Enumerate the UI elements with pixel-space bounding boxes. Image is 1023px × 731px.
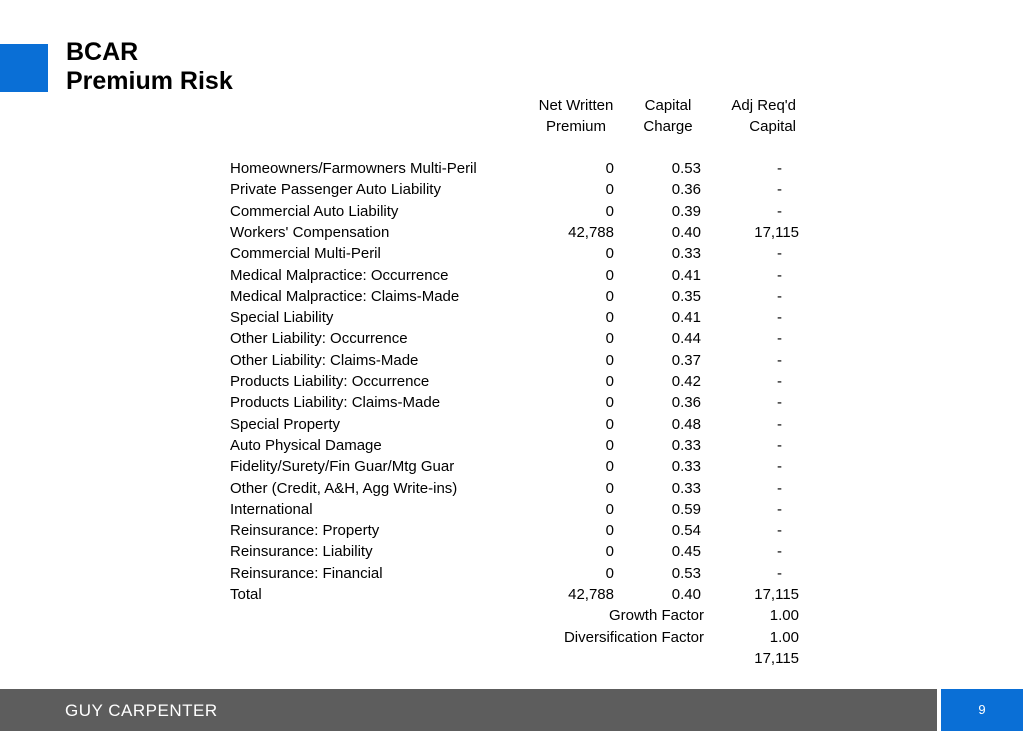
row-label: Homeowners/Farmowners Multi-Peril <box>230 160 477 177</box>
row-net-written-premium: 0 <box>605 500 614 518</box>
header-net-written-premium <box>531 95 621 137</box>
row-adj-reqd-capital: - <box>777 522 782 540</box>
title-line-2: Premium Risk <box>66 67 233 95</box>
row-label: Reinsurance: Liability <box>230 543 373 561</box>
row-net-written-premium: 0 <box>605 415 614 433</box>
row-adj-reqd-capital: - <box>777 160 782 177</box>
row-capital-charge: 0.33 <box>671 245 701 263</box>
row-capital-charge: 0.53 <box>671 160 701 177</box>
total-label: Total <box>230 586 262 603</box>
row-adj-reqd-capital: - <box>777 394 782 412</box>
total-net-written-premium: 42,788 <box>568 586 614 603</box>
header-capital-charge <box>630 95 706 137</box>
row-capital-charge: 0.42 <box>671 373 701 390</box>
diversification-factor-value: 1.00 <box>769 628 799 646</box>
row-label: Other Liability: Occurrence <box>230 330 408 348</box>
row-adj-reqd-capital: - <box>777 543 782 561</box>
row-net-written-premium: 0 <box>605 160 614 177</box>
row-adj-reqd-capital: - <box>777 500 782 518</box>
row-adj-reqd-capital: - <box>777 373 782 390</box>
growth-factor-value: 1.00 <box>769 607 799 625</box>
row-net-written-premium: 0 <box>605 394 614 412</box>
row-adj-reqd-capital: - <box>777 287 782 305</box>
row-net-written-premium: 0 <box>605 330 614 348</box>
row-net-written-premium: 0 <box>605 543 614 561</box>
row-label: Special Liability <box>230 309 334 327</box>
row-label: Other Liability: Claims-Made <box>230 351 419 369</box>
header-nwp-line2: Premium <box>545 118 606 135</box>
row-net-written-premium: 0 <box>605 436 614 454</box>
row-capital-charge: 0.33 <box>671 458 701 476</box>
row-capital-charge: 0.48 <box>671 415 701 433</box>
row-net-written-premium: 42,788 <box>568 223 614 241</box>
row-label: Fidelity/Surety/Fin Guar/Mtg Guar <box>230 458 455 476</box>
row-label: Special Property <box>230 415 341 433</box>
row-capital-charge: 0.33 <box>671 479 701 497</box>
row-net-written-premium: 0 <box>605 522 614 540</box>
row-label: Medical Malpractice: Claims-Made <box>230 287 460 305</box>
row-label: International <box>230 500 313 518</box>
row-label: Commercial Auto Liability <box>230 202 399 220</box>
row-net-written-premium: 0 <box>605 309 614 327</box>
row-adj-reqd-capital: - <box>777 266 782 284</box>
row-capital-charge: 0.33 <box>671 436 701 454</box>
page-title <box>66 38 233 96</box>
row-label: Products Liability: Occurrence <box>230 373 430 390</box>
accent-bar <box>0 44 48 92</box>
row-net-written-premium: 0 <box>605 202 614 220</box>
row-capital-charge: 0.39 <box>671 202 701 220</box>
row-capital-charge: 0.53 <box>671 564 701 582</box>
row-capital-charge: 0.54 <box>671 522 701 540</box>
row-net-written-premium: 0 <box>605 245 614 263</box>
row-capital-charge: 0.37 <box>671 351 701 369</box>
row-label: Commercial Multi-Peril <box>230 245 381 263</box>
row-adj-reqd-capital: - <box>777 330 782 348</box>
header-nwp-line1: Net Written <box>538 97 614 114</box>
total-adj-reqd-capital: 17,115 <box>754 586 799 603</box>
row-capital-charge: 0.36 <box>671 181 701 199</box>
final-adj-reqd-capital: 17,115 <box>754 649 799 667</box>
row-adj-reqd-capital: - <box>777 564 782 582</box>
row-adj-reqd-capital: - <box>777 351 782 369</box>
row-adj-reqd-capital: - <box>777 458 782 476</box>
row-adj-reqd-capital: - <box>777 181 782 199</box>
row-capital-charge: 0.41 <box>671 309 701 327</box>
row-net-written-premium: 0 <box>605 181 614 199</box>
row-label: Reinsurance: Financial <box>230 564 383 582</box>
header-cc-line2: Charge <box>643 118 693 135</box>
row-net-written-premium: 0 <box>605 479 614 497</box>
footer-brand: GUY CARPENTER <box>65 701 218 720</box>
row-adj-reqd-capital: - <box>777 309 782 327</box>
diversification-factor-label: Diversification Factor <box>563 628 704 646</box>
row-label: Private Passenger Auto Liability <box>230 181 441 199</box>
row-adj-reqd-capital: - <box>777 245 782 263</box>
row-net-written-premium: 0 <box>605 351 614 369</box>
row-adj-reqd-capital: - <box>777 202 782 220</box>
row-net-written-premium: 0 <box>605 373 614 390</box>
row-label: Products Liability: Claims-Made <box>230 394 441 412</box>
row-net-written-premium: 0 <box>605 458 614 476</box>
row-label: Workers' Compensation <box>230 223 390 241</box>
row-net-written-premium: 0 <box>605 564 614 582</box>
row-label: Other (Credit, A&H, Agg Write-ins) <box>230 479 458 497</box>
row-label: Medical Malpractice: Occurrence <box>230 266 449 284</box>
row-label: Auto Physical Damage <box>230 436 382 454</box>
row-capital-charge: 0.59 <box>671 500 701 518</box>
row-net-written-premium: 0 <box>605 266 614 284</box>
row-adj-reqd-capital: - <box>777 415 782 433</box>
page-number: 9 <box>978 702 986 717</box>
growth-factor-label: Growth Factor <box>608 607 704 625</box>
row-capital-charge: 0.44 <box>671 330 701 348</box>
header-adj-reqd-capital <box>710 95 796 137</box>
row-capital-charge: 0.45 <box>671 543 701 561</box>
row-capital-charge: 0.40 <box>671 223 701 241</box>
title-line-1: BCAR <box>66 38 139 66</box>
row-net-written-premium: 0 <box>605 287 614 305</box>
total-capital-charge: 0.40 <box>671 586 701 603</box>
row-capital-charge: 0.36 <box>671 394 701 412</box>
row-adj-reqd-capital: - <box>777 436 782 454</box>
header-arc-line2: Capital <box>749 118 796 135</box>
row-capital-charge: 0.35 <box>671 287 701 305</box>
row-capital-charge: 0.41 <box>671 266 701 284</box>
row-adj-reqd-capital: - <box>777 479 782 497</box>
row-label: Reinsurance: Property <box>230 522 380 540</box>
row-adj-reqd-capital: 17,115 <box>754 223 799 241</box>
header-arc-line1: Adj Req'd <box>731 97 796 114</box>
header-cc-line1: Capital <box>644 97 692 114</box>
